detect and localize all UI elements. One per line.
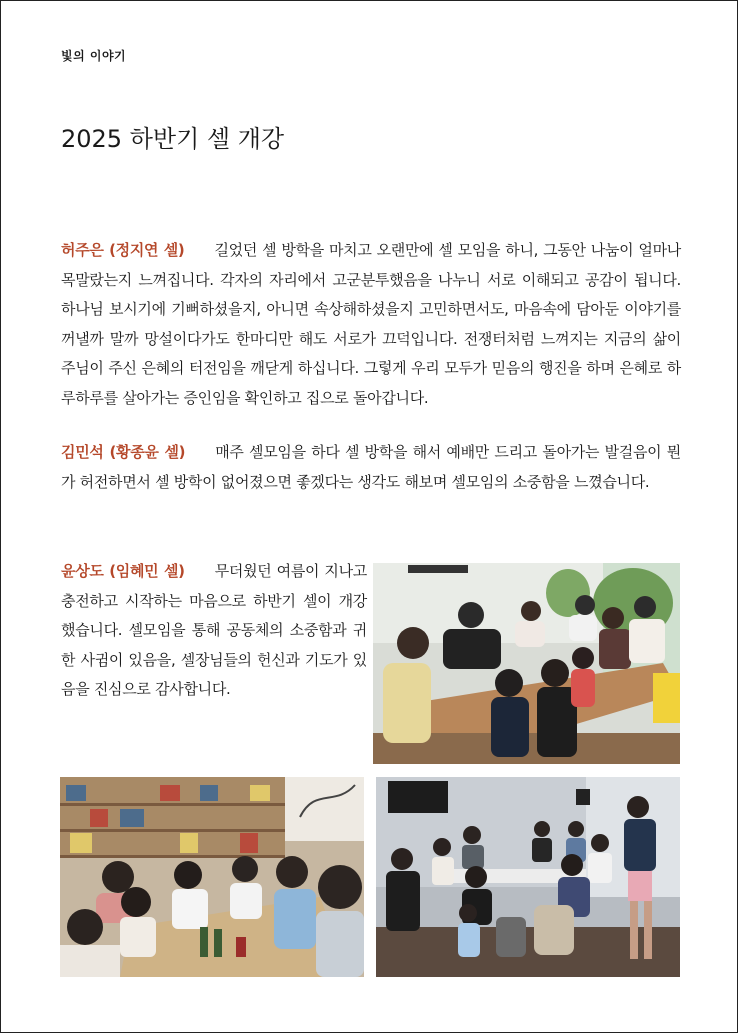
page-title: 2025 하반기 셀 개강 bbox=[61, 125, 285, 153]
speaker-name: 윤상도 (임혜민 셀) bbox=[61, 562, 185, 580]
group-photo-selfie bbox=[60, 777, 364, 977]
section-label: 빛의 이야기 bbox=[61, 49, 127, 63]
group-photo-room bbox=[376, 777, 680, 977]
speaker-name: 허주은 (정지연 셀) bbox=[61, 241, 185, 259]
group-photo-table bbox=[373, 563, 680, 764]
testimony-1 bbox=[61, 236, 681, 413]
testimony-text: 매주 셀모임을 하다 셀 방학을 해서 예배만 드리고 돌아가는 발걸음이 뭔가 허전하면서 셀 방학이 없어졌으면 좋겠다는 생각도 해보며 셀모임의 소중함을 느꼈습니다. bbox=[61, 443, 681, 491]
speaker-name: 김민석 (황종윤 셀) bbox=[61, 443, 186, 461]
testimony-3 bbox=[61, 557, 367, 705]
testimony-text: 무더웠던 여름이 지나고 충전하고 시작하는 마음으로 하반기 셀이 개강했습니다. 셀모임을 통해 공동체의 소중함과 귀한 사귐이 있음을, 셀장님들의 헌신과 기도가 있음을 진심으로 감사합니다. bbox=[61, 562, 367, 698]
testimony-text: 길었던 셀 방학을 마치고 오랜만에 셀 모임을 하니, 그동안 나눔이 얼마나 목말랐는지 느껴집니다. 각자의 자리에서 고군분투했음을 나누니 서로 이해되고 공감이 됩니다. 하나님 보시기에 기뻐하셨을지, 아니면 속상해하셨을지 고민하면서도, 마음속에 담아둔 이야기를 꺼낼까 말까 망설이다가도 한마디만 해도 서로가 끄덕입니다. 전쟁터처럼 느껴지는 지금의 삶이 주님이 주신 은혜의 터전임을 깨닫게 하십니다. 그렇게 우리 모두가 믿음의 행진을 하며 은혜로 하루하루를 살아가는 증인임을 확인하고 집으로 돌아갑니다. bbox=[61, 241, 681, 407]
testimony-2 bbox=[61, 438, 681, 497]
